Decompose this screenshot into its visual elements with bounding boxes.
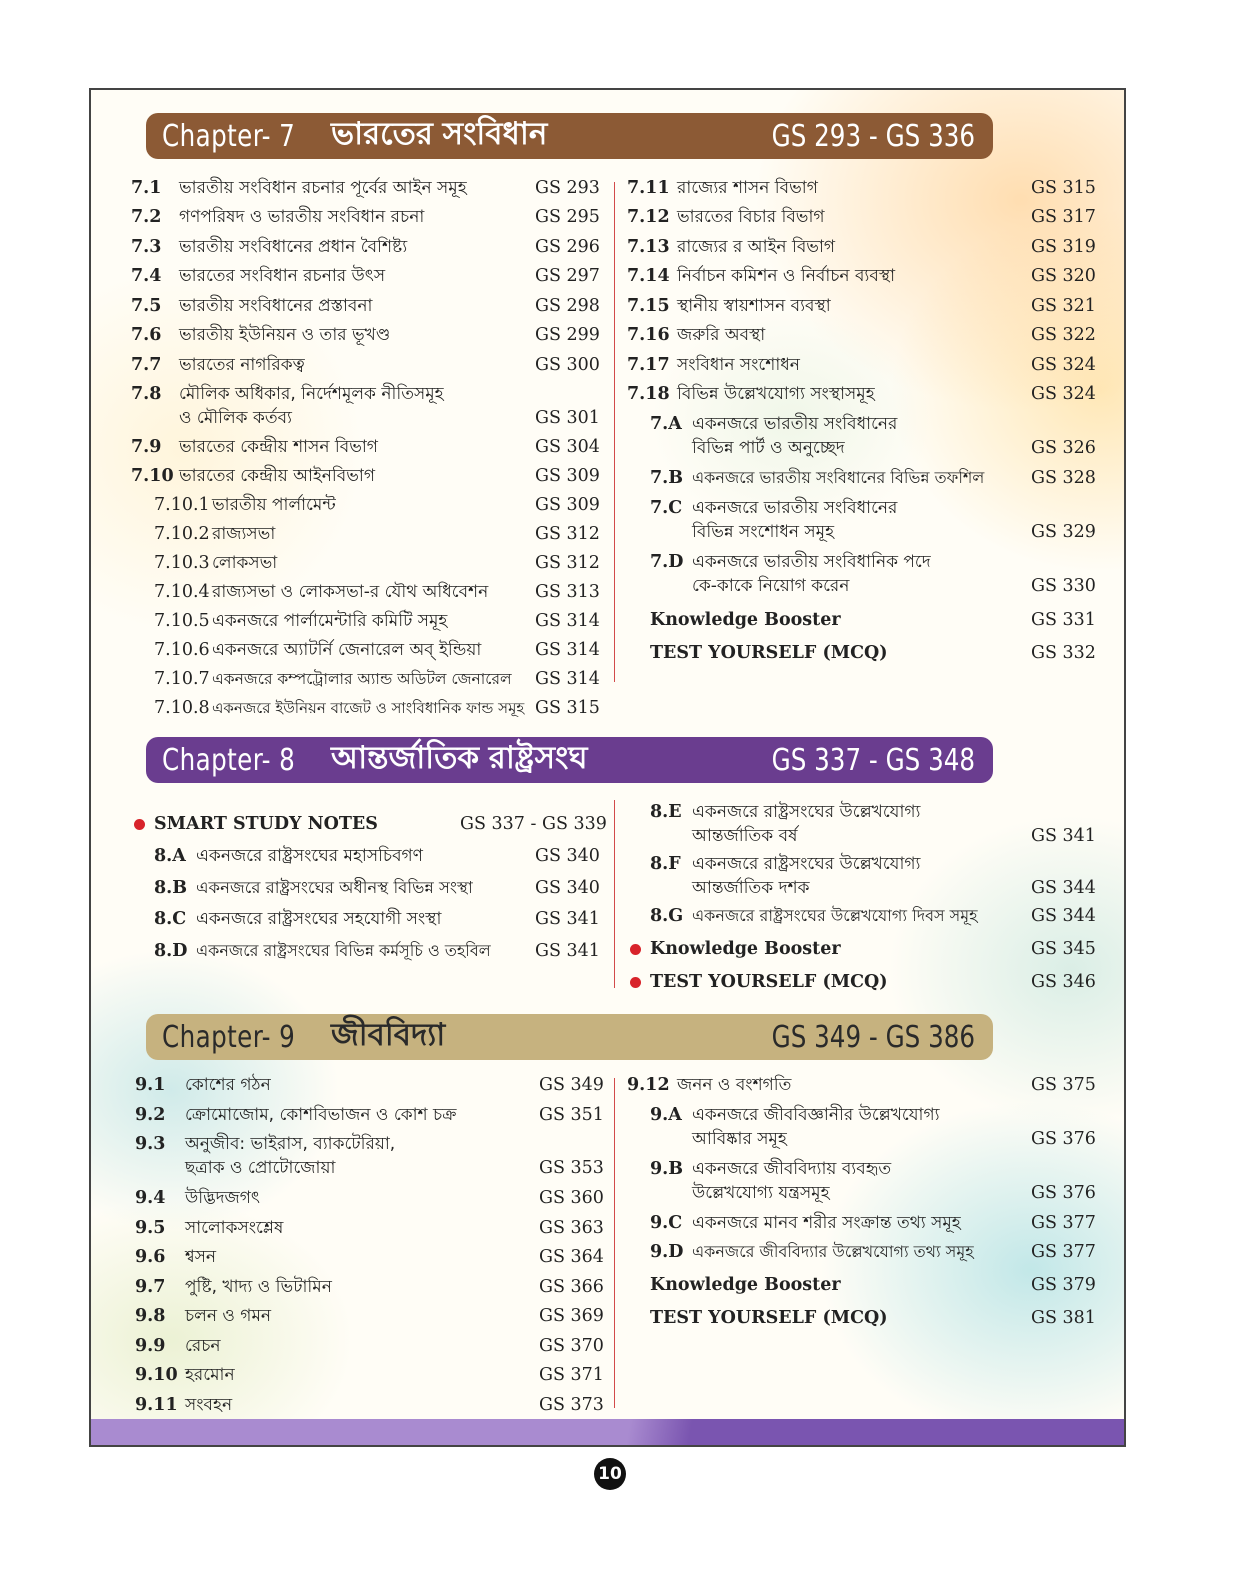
chapter-title: জীববিদ্যা <box>331 1017 446 1053</box>
chapter-title: ভারতের সংবিধান <box>331 116 548 152</box>
chapter-label: Chapter- 9 <box>162 1019 296 1055</box>
bullet-icon <box>134 819 145 830</box>
chapter-page-range: GS 293 - GS 336 <box>771 118 975 154</box>
chapter-title: আন্তর্জাতিক রাষ্ট্রসংঘ <box>331 740 588 776</box>
column-divider <box>614 800 615 988</box>
footer-bar <box>91 1419 1124 1445</box>
bullet-icon <box>630 944 641 955</box>
chapter-9-banner <box>146 1014 993 1060</box>
page-frame: Chapter- 7 ভারতের সংবিধান GS 293 - GS 336 7.1 ভারতীয় সংবিধান রচনার পূর্বের আইন সমূহ GS 293 7.2 গণপরিষদ ও ভারতীয় সংবিধান রচনা GS 295 7.3 ভারতীয় সংবিধানের প্রধান বৈশিষ্ট্য GS 296 7.4 ভারতের সংবিধান রচনার উৎস GS 297 7.5 ভারতীয় সংবিধানের প্রস্তাবনা GS 298 7.6 ভারতীয় ইউনিয়ন ও তার ভূখণ্ড GS 299 7.7 ভারতের নাগরিকত্ব GS 300 7.8 মৌলিক অধিকার, নির্দেশমূলক নীতিসমূহ ও মৌলিক কর্তব্য GS 301 7.9 ভারতের কেন্দ্রীয় শাসন বিভাগ GS 304 7.10 ভারতের কেন্দ্রীয় আইনবিভাগ GS 309 7.10.1 ভারতীয় পার্লামেন্ট GS 309 7.10.2 রাজ্যসভা GS 312 7.10.3 লোকসভা GS 312 7.10.4 রাজ্যসভা ও লোকসভা-র যৌথ অধিবেশন GS 313 7.10.5 একনজরে পার্লামেন্টারি কমিটি সমূহ GS 314 7.10.6 একনজরে অ্যাটর্নি জেনারেল অব্ ইন্ডিয়া GS 314 7.10.7 একনজরে কম্পট্রোলার অ্যান্ড অডিটল জেনারেল GS 314 7.10.8 একনজরে ইউনিয়ন বাজেট ও সাংবিধানিক ফান্ড সমূহ GS 315 7.11 রাজ্যের শাসন বিভাগ GS 315 7.12 ভারতের বিচার বিভাগ GS 317 7.13 রাজ্যের র আইন বিভাগ GS 319 7.14 নির্বাচন কমিশন ও নির্বাচন ব্যবস্থা GS 320 7.15 স্থানীয় স্বায়শাসন ব্যবস্থা GS 321 7.16 জরুরি অবস্থা GS 322 7.17 সংবিধান সংশোধন GS 324 7.18 বিভিন্ন উল্লেখযোগ্য সংস্থাসমূহ GS 324 7.A একনজরে ভারতীয় সংবিধানের বিভিন্ন পার্ট ও অনুচ্ছেদ GS 326 7.B একনজরে ভারতীয় সংবিধানের বিভিন্ন তফশিল GS 328 7.C একনজরে ভারতীয় সংবিধানের বিভিন্ন সংশোধন সমূহ GS 329 7.D একনজরে ভারতীয় সংবিধানিক পদে কে-কাকে নিয়োগ করেন GS 330 Knowledge Booster GS 331 TEST YOURSELF (MCQ) GS 332 Chapter- 8 আন্তর্জাতিক রাষ্ট্রসংঘ GS 337 - GS 348 SMART STUDY NOTES GS 337 - GS 339 8.A একনজরে রাষ্ট্রসংঘের মহাসচিবগণ GS 340 8.B একনজরে রাষ্ট্রসংঘের অধীনস্থ বিভিন্ন সংস্থা GS 340 8.C একনজরে রাষ্ট্রসংঘের সহযোগী সংস্থা GS 341 8.D একনজরে রাষ্ট্রসংঘের বিভিন্ন কর্মসূচি ও তহবিল GS 341 8.E একনজরে রাষ্ট্রসংঘের উল্লেখযোগ্য আন্তর্জাতিক বর্ষ GS 341 8.F একনজরে রাষ্ট্রসংঘের উল্লেখযোগ্য আন্তর্জাতিক দশক GS 344 8.G একনজরে রাষ্ট্রসংঘের উল্লেখযোগ্য দিবস সমূহ GS 344 Knowledge Booster GS 345 TEST YOURSELF (MCQ) GS 346 Chapter- 9 জীববিদ্যা GS 349 - GS 386 9.1 কোশের গঠন GS 349 9.2 ক্রোমোজোম, কোশবিভাজন ও কোশ চক্র GS 351 9.3 অনুজীব: ভাইরাস, ব্যাকটেরিয়া, ছত্রাক ও প্রোটোজোয়া GS 353 9.4 উদ্ভিদজগৎ GS 360 9.5 সালোকসংশ্লেষ GS 363 9.6 শ্বসন GS 364 9.7 পুষ্টি, খাদ্য ও ভিটামিন GS 366 9.8 চলন ও গমন GS 369 9.9 রেচন GS 370 9.10 হরমোন GS 371 9.11 সংবহন GS 373 9.12 জনন ও বংশগতি GS 375 9.A একনজরে জীববিজ্ঞানীর উল্লেখযোগ্য আবিষ্কার সমূহ GS 376 9.B একনজরে জীববিদ্যায় ব্যবহৃত উল্লেখযোগ্য যন্ত্রসমূহ GS 376 9.C একনজরে মানব শরীর সংক্রান্ত তথ্য সমূহ GS 377 9.D একনজরে জীববিদ্যার উল্লেখযোগ্য তথ্য সমূহ GS 377 Knowledge Booster GS 379 TEST YOURSELF (MCQ) GS 381 <box>89 88 1126 1447</box>
page-number: 10 <box>594 1458 626 1490</box>
column-divider <box>614 1078 615 1408</box>
column-divider <box>614 182 615 682</box>
bullet-icon <box>630 977 641 988</box>
chapter-label: Chapter- 7 <box>162 118 296 154</box>
chapter-8-banner <box>146 737 993 783</box>
chapter-label: Chapter- 8 <box>162 742 296 778</box>
chapter-page-range: GS 349 - GS 386 <box>771 1019 975 1055</box>
chapter-7-banner <box>146 113 993 159</box>
chapter-page-range: GS 337 - GS 348 <box>771 742 975 778</box>
